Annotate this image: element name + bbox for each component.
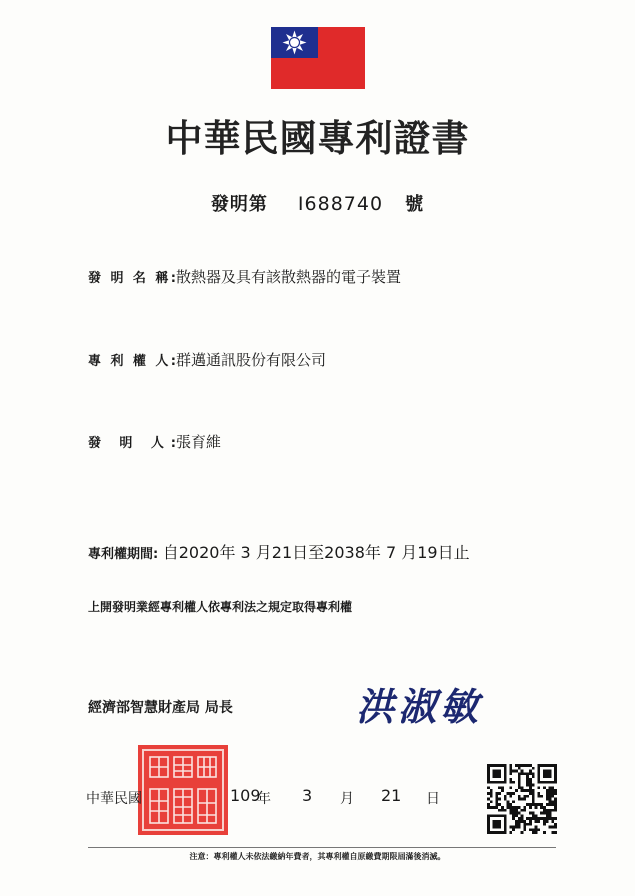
- issuing-authority: 經濟部智慧財產局 局長: [88, 700, 233, 716]
- roc-flag-icon: [271, 27, 365, 89]
- date-era: 中華民國: [86, 791, 142, 807]
- footer-divider: [88, 847, 556, 848]
- field-value: 張育維: [176, 433, 222, 451]
- date-year: 109: [230, 786, 261, 805]
- term-label: 專利權期間:: [88, 547, 159, 562]
- qr-code-icon: [487, 764, 557, 834]
- director-signature: 洪淑敏: [356, 684, 483, 729]
- certificate-title: 中華民國專利證書: [165, 116, 470, 160]
- field-label: 發 明 名 稱:: [88, 271, 176, 286]
- date-month-unit: 月: [340, 791, 354, 807]
- field-value: 群邁通訊股份有限公司: [176, 351, 327, 369]
- date-year-unit: 年: [257, 791, 271, 807]
- footer-note: 注意：專利權人未依法繳納年費者，其專利權自原繳費期限屆滿後消滅。: [189, 852, 446, 861]
- date-day-unit: 日: [426, 791, 440, 807]
- patent-number-suffix: 號: [405, 194, 425, 215]
- grant-statement: 上開發明業經專利權人依專利法之規定取得專利權: [88, 600, 353, 614]
- field-patentee: [88, 349, 326, 370]
- date-day: 21: [381, 786, 402, 805]
- field-label: 發 明 人:: [88, 436, 176, 451]
- field-invention-title: [88, 266, 401, 287]
- field-inventor: [88, 431, 221, 452]
- term-value: 自2020年 3 月21日至2038年 7 月19日止: [162, 543, 470, 562]
- date-month: 3: [302, 786, 313, 805]
- patent-number-label: 發明第: [210, 194, 268, 215]
- patent-number: I688740: [297, 193, 384, 215]
- official-seal-icon: [138, 745, 228, 835]
- patent-term: [88, 540, 470, 563]
- field-label: 專 利 權 人:: [88, 354, 176, 369]
- patent-number-line: [0, 190, 635, 216]
- field-value: 散熱器及具有該散熱器的電子裝置: [176, 268, 402, 286]
